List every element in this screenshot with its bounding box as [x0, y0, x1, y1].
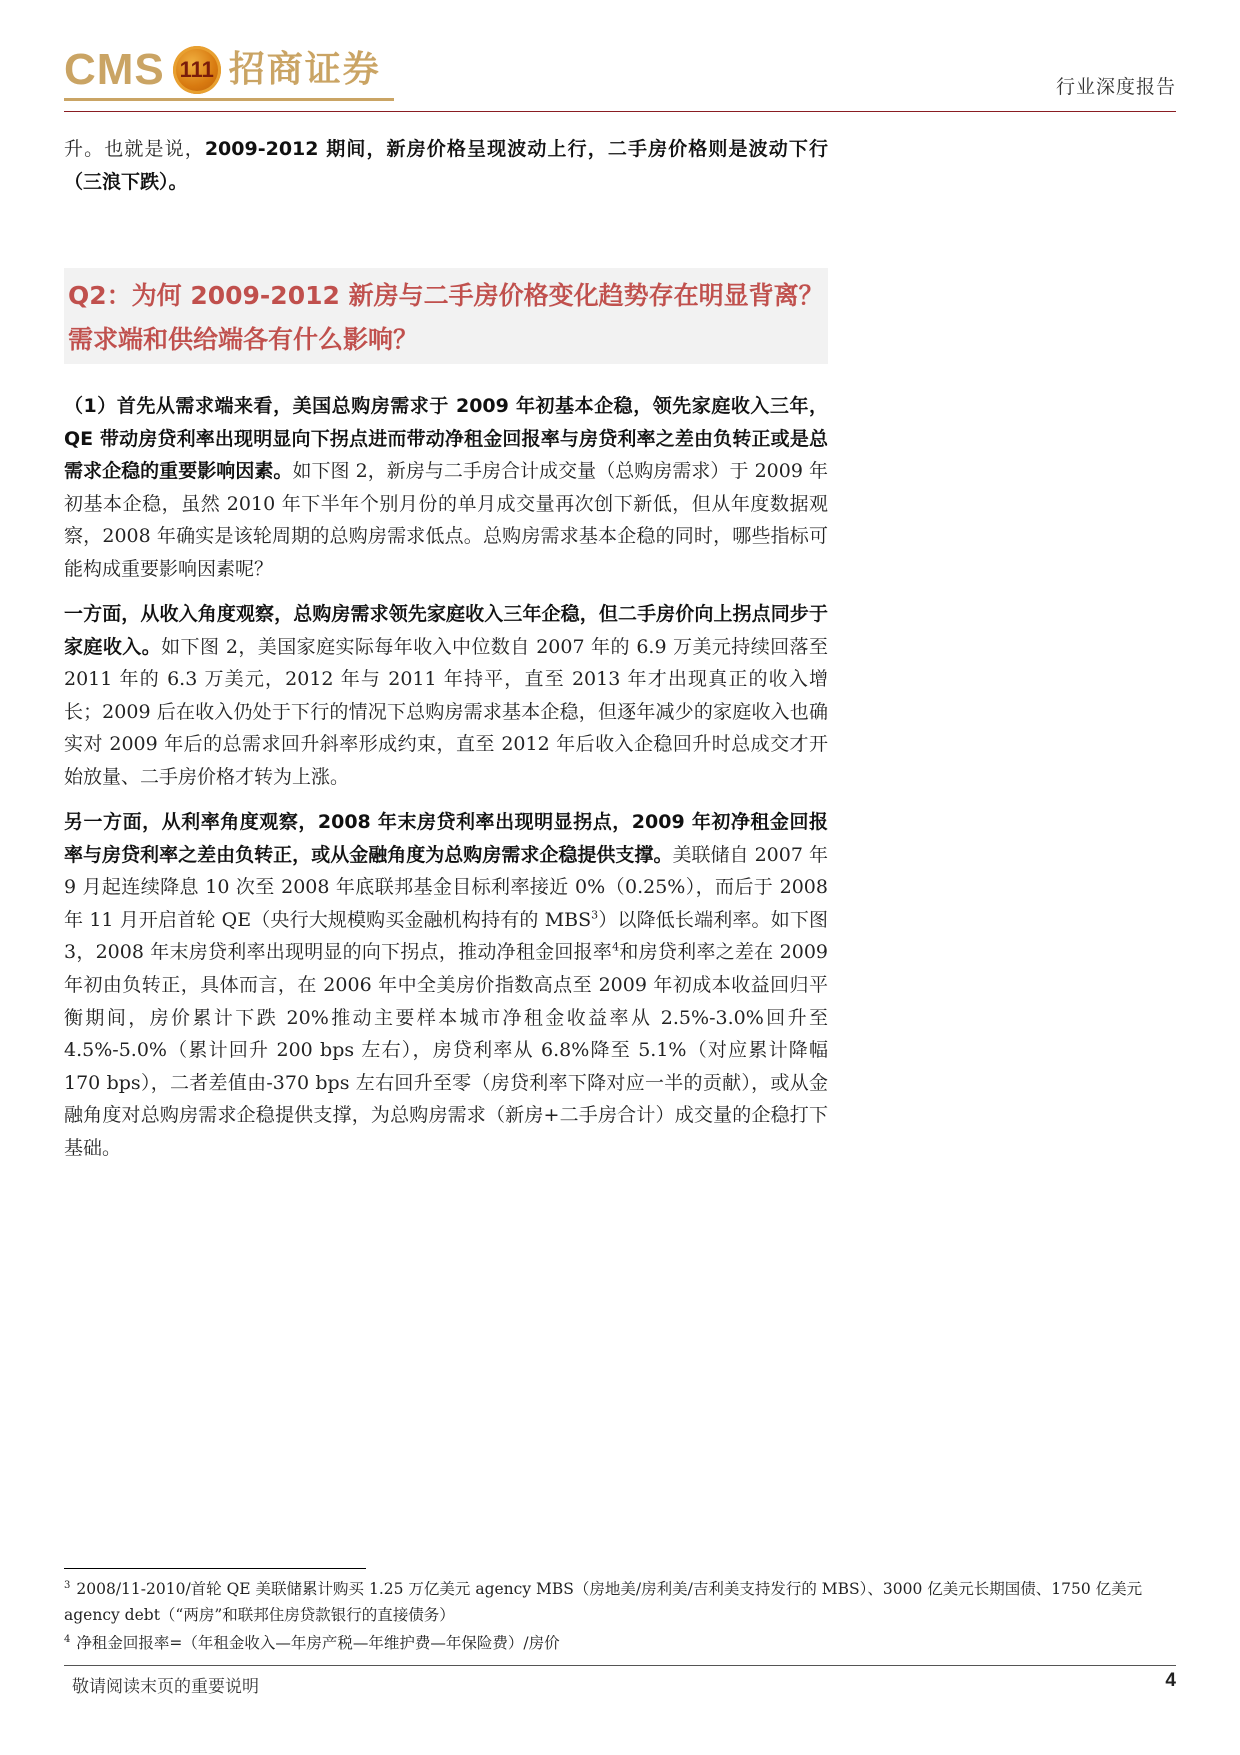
paragraph-income	[64, 598, 828, 794]
para1-text: 如下图 2，新房与二手房合计成交量（总购房需求）于 2009 年初基本企稳，虽然 2010 年下半年个别月份的单月成交量再次创下新低，但从年度数据观察，2008 年确实是该轮周期的总购房需求低点。总购房需求基本企稳的同时，哪些指标可能构成重要影响因素呢？	[64, 460, 828, 580]
para3-bold: 另一方面，从利率角度观察，2008 年末房贷利率出现明显拐点，2009 年初净租金回报率与房贷利率之差由负转正，或从金融角度为总购房需求企稳提供支撑。	[64, 811, 828, 866]
intro-lead: 升。也就是说，	[64, 138, 205, 160]
question-box	[64, 268, 828, 364]
report-type-label: 行业深度报告	[1055, 76, 1176, 98]
para2-bold: 一方面，从收入角度观察，总购房需求领先家庭收入三年企稳，但二手房价向上拐点同步于家庭收入。	[64, 603, 828, 658]
footnote-ref-3[interactable]: 3	[591, 908, 599, 922]
intro-paragraph	[64, 133, 828, 198]
footnote-4-text: 净租金回报率=（年租金收入—年房产税—年维护费—年保险费）/房价	[76, 1634, 560, 1652]
footnote-3	[64, 1576, 1176, 1628]
para2-text: 如下图 2，美国家庭实际每年收入中位数自 2007 年的 6.9 万美元持续回落至 2011 年的 6.3 万美元，2012 年与 2011 年持平，直至 2013 年才出现真正的收入增长；2009 后在收入仍处于下行的情况下总购房需求基本企稳，但逐年减少的家庭收入也确实对 2009 年后的总需求回升斜率形成约束，直至 2012 年后收入企稳回升时总成交才开始放量、二手房价格才转为上涨。	[64, 635, 828, 788]
footnote-3-num: 3	[64, 1579, 71, 1591]
question-title: Q2：为何 2009-2012 新房与二手房价格变化趋势存在明显背离？需求端和供给端各有什么影响？	[68, 281, 824, 354]
page-number: 4	[1165, 1670, 1176, 1691]
page-header	[64, 40, 1176, 112]
footnote-ref-4[interactable]: 4	[612, 941, 620, 955]
logo-chinese-text: 招商证券	[228, 49, 381, 90]
para1-bold: （1）首先从需求端来看，美国总购房需求于 2009 年初基本企稳，领先家庭收入三年，QE 带动房贷利率出现明显向下拐点进而带动净租金回报率与房贷利率之差由负转正或是总需求企稳的重要影响因素。	[64, 395, 828, 483]
footnotes	[64, 1576, 1176, 1658]
footer-divider	[64, 1665, 1176, 1666]
logo-badge-icon: 111	[173, 46, 221, 94]
header-divider	[64, 111, 1176, 112]
footnote-4-num: 4	[64, 1633, 71, 1645]
footnote-divider	[64, 1568, 366, 1569]
paragraph-demand	[64, 390, 828, 586]
footnote-4	[64, 1630, 1176, 1656]
para3-text-a: 美联储自 2007 年 9 月起连续降息 10 次至 2008 年底联邦基金目标利率接近 0%（0.25%），而后于 2008 年 11 月开启首轮 QE（央行大规模购买金融机构持有的 MBS	[64, 843, 828, 931]
logo-cms-text: CMS	[64, 45, 165, 94]
logo-underline	[64, 98, 394, 101]
para3-text-b: ）以降低长端利率。如下图 3，2008 年末房贷利率出现明显的向下拐点，推动净租金回报率	[64, 908, 828, 964]
intro-bold: 2009-2012 期间，新房价格呈现波动上行，二手房价格则是波动下行（三浪下跌）。	[64, 138, 828, 193]
footnote-3-text: 2008/11-2010/首轮 QE 美联储累计购买 1.25 万亿美元 agency MBS（房地美/房利美/吉利美支持发行的 MBS）、3000 亿美元长期国债、1750 亿美元 agency debt（“两房”和联邦住房贷款银行的直接债务）	[64, 1580, 1143, 1624]
paragraph-rates	[64, 806, 828, 1165]
para3-text-c: 和房贷利率之差在 2009 年初由负转正，具体而言，在 2006 年中全美房价指数高点至 2009 年初成本收益回归平衡期间，房价累计下跌 20%推动主要样本城市净租金收益率从 2.5%-3.0%回升至 4.5%-5.0%（累计回升 200 bps 左右），房贷利率从 6.8%降至 5.1%（对应累计降幅 170 bps），二者差值由-370 bps 左右回升至零（房贷利率下降对应一半的贡献），或从金融角度对总购房需求企稳提供支撑，为总购房需求（新房+二手房合计）成交量的企稳打下基础。	[64, 941, 828, 1159]
footer-disclaimer: 敬请阅读末页的重要说明	[72, 1677, 259, 1697]
cms-logo	[64, 44, 381, 96]
